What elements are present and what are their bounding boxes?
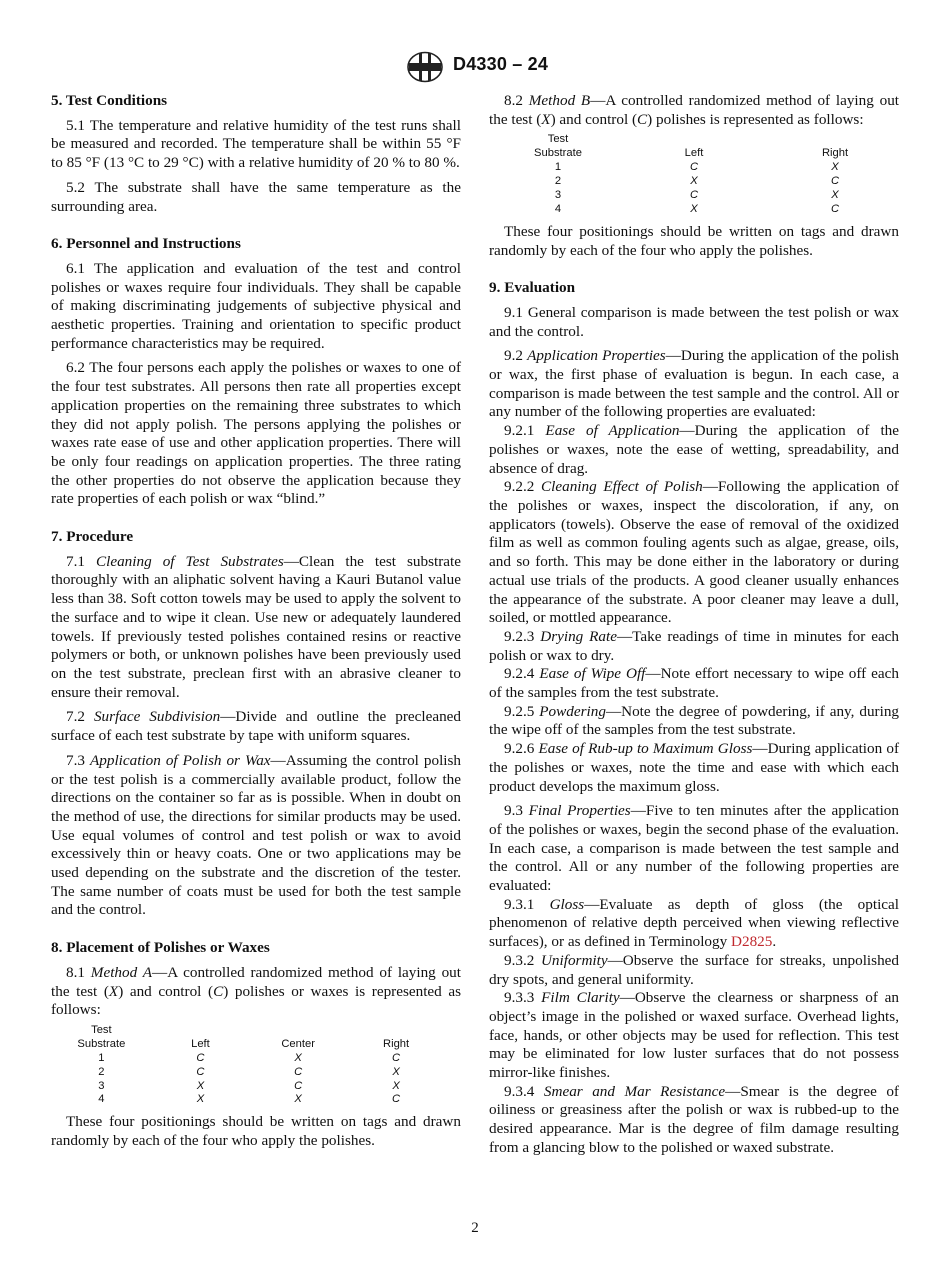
method-a-table: Test Substrate Left Center Right 1 C X C 2 C C X 3 X C X 4 X X C: [67, 1024, 461, 1107]
para-9-3-3: 9.3.3 Film Clarity—Observe the clearness or sharpness of an object’s image in the polished or waxed surface. Overhead lights, face, hands, or other objects may be used for reflection. This test may be eliminated for low luster surfaces that do not possess mirror-like finishes.: [489, 989, 900, 1082]
standard-designation: D4330 – 24: [453, 54, 549, 74]
para-9-2-5: 9.2.5 Powdering—Note the degree of powdering, if any, during the wipe off of the samples from the test substrate.: [489, 702, 900, 739]
para-9-3-4: 9.3.4 Smear and Mar Resistance—Smear is the degree of oiliness or greasiness after the polish or wax is rubbed-up to the desired appearance. Mar is the degree of film damage resulting from a glancing blow to the polished or waxed substrate.: [489, 1082, 899, 1156]
table-row: 2 C C X: [98, 1065, 400, 1078]
para-8-1-after: These four positionings should be written on tags and drawn randomly by each of the four who apply the polishes.: [51, 1113, 461, 1150]
section-9-heading: 9. Evaluation: [489, 279, 576, 297]
para-7-1: 7.1 Cleaning of Test Substrates—Clean the test substrate thoroughly with an aliphatic solvent having a Kauri Butanol value less than 38. Soft cotton towels may be used to apply the solvent to the surface and to wipe it clean. Use new or adequately laundered towels. If previously tested polishes contained resins or reactive polymers or both, or unknown polishes have been previously used on the test substrate, preclean first with an abrasive cleaner to ensure their removal.: [51, 552, 461, 701]
para-9-2-6: 9.2.6 Ease of Rub-up to Maximum Gloss—During application of the polishes or waxes, note the time and ease with which each product develops the maximum gloss.: [489, 740, 900, 795]
section-7-heading: 7. Procedure: [51, 528, 134, 546]
para-9-2-2: 9.2.2 Cleaning Effect of Polish—Following the application of the polishes or waxes, inspect the discoloration, if any, on applicators (towels). Observe the ease of removal of the oxidized film as well as common fouling agents such as algae, grease, oils, and so forth. This may be done either in the laboratory or during actual use trials of the products. A good cleaner usually enhances the appearance of the substrate. A poor cleaner may leave a dull, soiled, or mottled appearance.: [489, 478, 899, 627]
table-row: 1 C X C: [98, 1051, 401, 1064]
para-6-2: 6.2 The four persons each apply the polishes or waxes to one of the four test substrates. All persons then rate all properties except application properties on the remaining three substrates to which they did not apply polish. The persons applying the polishes or waxes rate ease of use and other application properties. There will be only four readings on application properties. The three rating the other properties do not observe the application because they rate properties of each polish or wax “blind.”: [51, 359, 461, 508]
astm-logo-icon: [406, 51, 444, 83]
section-6-heading: 6. Personnel and Instructions: [51, 235, 241, 253]
para-6-1: 6.1 The application and evaluation of the test and control polishes or waxes require four individuals. They shall be capable of making discriminating judgements of subjective physical and aesthetic properties. Training and orientation to specific product performance characteristics may be required.: [51, 259, 461, 352]
para-7-3: 7.3 Application of Polish or Wax—Assuming the control polish or the test polish is a commercially available product, follow the directions on the container so far as is possible. When in doubt on the method of use, the directions for similar products may be used. Use equal volumes of control and test polish or wax to avoid excessively thin or heavy coats. One or two applications may be used depending on the substrate and the discretion of the tester. The same number of coats must be used for both the test sample and the control.: [51, 751, 462, 919]
para-5-2: 5.2 The substrate shall have the same temperature as the surrounding area.: [51, 178, 461, 215]
para-9-3-1: 9.3.1 Gloss—Evaluate as depth of gloss (the optical phenomenon of relative depth perceived when viewing reflective surfaces), or as defined in Terminology D2825.: [489, 895, 900, 951]
d2825-link[interactable]: D2825: [731, 933, 773, 951]
para-9-2: 9.2 Application Properties—During the application of the polish or wax, the first phase of evaluation is begun. In each case, a comparison is made between the test sample and the control. All or any number of the following properties are evaluated:: [489, 347, 899, 421]
right-column: [489, 92, 899, 1158]
page-number: 2: [471, 1220, 479, 1236]
section-5-heading: 5. Test Conditions: [51, 92, 168, 109]
para-9-2-3: 9.2.3 Drying Rate—Take readings of time in minutes for each polish or wax to dry.: [489, 627, 900, 664]
para-8-2: 8.2 Method B—A controlled randomized method of laying out the test (X) and control (C) polishes is represented as follows:: [489, 92, 900, 128]
left-column: [51, 92, 461, 1151]
para-5-1: 5.1 The temperature and relative humidity of the test runs shall be measured and recorded. The temperature shall be within 55 °F to 85 °F (13 °C to 29 °C) with a relative humidity of 20 % to 80 %.: [51, 116, 461, 172]
page-header: [0, 51, 950, 85]
table-row: 3 X C X: [98, 1079, 400, 1092]
para-9-2-1: 9.2.1 Ease of Application—During the application of the polishes or waxes, note the ease of wetting, spreadability, and absence of drag.: [489, 422, 900, 477]
para-8-1: 8.1 Method A—A controlled randomized method of laying out the test (X) and control (C) polishes or waxes is represented as follows:: [51, 963, 462, 1019]
para-9-3-2: 9.3.2 Uniformity—Observe the surface for streaks, unpolished dry spots, and general uniformity.: [489, 951, 899, 988]
para-9-2-4: 9.2.4 Ease of Wipe Off—Note effort necessary to wipe off each of the samples from the test substrate.: [489, 665, 899, 702]
table-row: 4 X C: [554, 202, 840, 215]
table-row: 1 C X: [554, 161, 839, 174]
table-row: 3 C X: [554, 189, 839, 202]
para-9-1: 9.1 General comparison is made between the test polish or wax and the control.: [489, 303, 899, 340]
section-8-heading: 8. Placement of Polishes or Waxes: [51, 939, 270, 957]
table-row: 4 X X C: [98, 1093, 401, 1106]
table-row: 2 X C: [554, 175, 840, 188]
para-9-3: 9.3 Final Properties—Five to ten minutes after the application of the polishes or waxes, begin the second phase of the evaluation. In each case, a comparison is made between the test sample and the control. All or any number of the following properties are evaluated:: [489, 802, 899, 895]
method-b-table: Test Substrate Left Right 1 C X 2 X C 3 C X 4 X C: [529, 133, 869, 216]
para-7-2: 7.2 Surface Subdivision—Divide and outline the precleaned surface of each test substrate by tape with uniform squares.: [51, 708, 462, 745]
para-8-2-after: These four positionings should be written on tags and drawn randomly by each of the four who apply the polishes.: [489, 222, 899, 259]
